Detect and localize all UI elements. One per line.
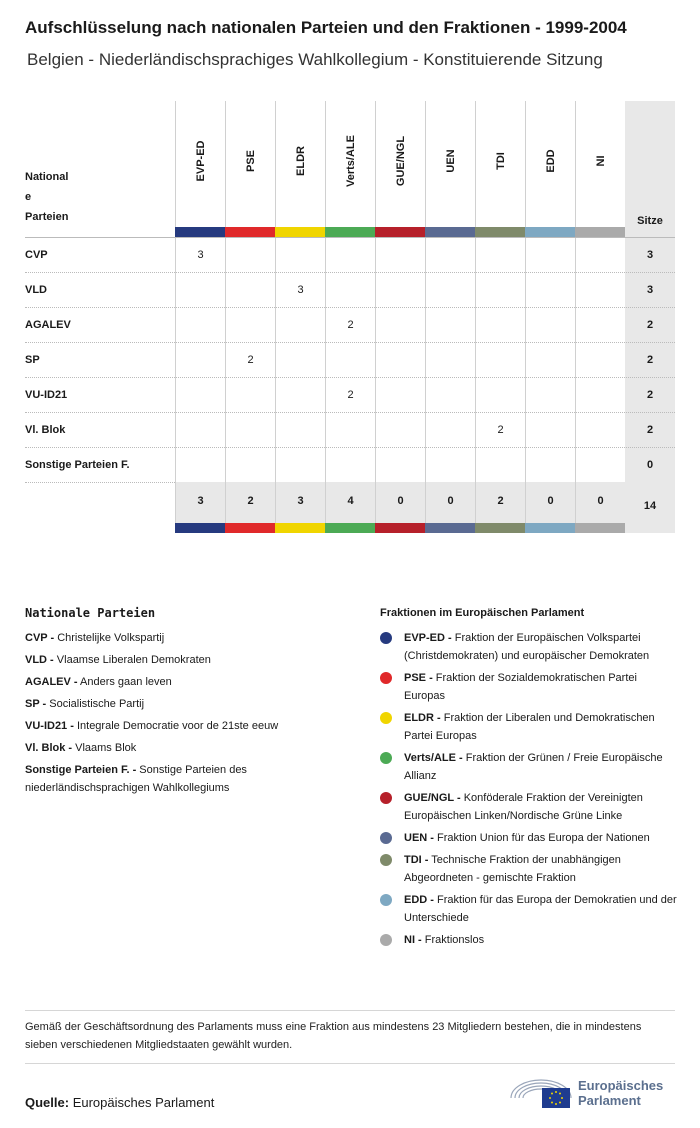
party-name: VLD	[25, 284, 47, 296]
seat-cell	[475, 343, 525, 378]
seat-cell	[575, 343, 625, 378]
row-seat-total: 2	[625, 343, 675, 378]
seat-cell	[425, 308, 475, 343]
group-color-bar	[175, 227, 225, 237]
page-title: Aufschlüsselung nach nationalen Parteien und den Fraktionen - 1999-2004	[25, 18, 627, 37]
source-label: Quelle:	[25, 1095, 70, 1110]
seat-cell	[175, 448, 225, 483]
seat-cell	[325, 343, 375, 378]
group-label: Verts/ALE	[344, 135, 357, 187]
legend-abbr: VU-ID21 -	[25, 720, 74, 732]
group-label: GUE/NGL	[394, 135, 407, 187]
group-total: 2	[475, 482, 525, 523]
legend-abbr: Sonstige Parteien F. -	[25, 764, 137, 776]
legend-abbr: AGALEV -	[25, 676, 78, 688]
seat-cell	[325, 238, 375, 273]
legend-text: Fraktion der Europäischen Volkspartei (Christdemokraten) und europäischer Demokraten	[404, 632, 650, 662]
row-header-line: Parteien	[25, 211, 69, 223]
divider	[25, 482, 175, 483]
seat-cell: 3	[275, 273, 325, 308]
color-dot-icon	[380, 934, 392, 946]
seat-cell	[225, 273, 275, 308]
seat-cell	[425, 448, 475, 483]
seat-cell	[375, 448, 425, 483]
group-color-bar	[275, 227, 325, 237]
row-seat-total: 2	[625, 413, 675, 448]
source-value: Europäisches Parlament	[69, 1095, 215, 1110]
seat-cell	[225, 308, 275, 343]
seat-cell	[525, 448, 575, 483]
seat-cell	[275, 238, 325, 273]
group-total: 0	[525, 482, 575, 523]
group-legend-item	[380, 891, 680, 927]
seat-cell	[525, 308, 575, 343]
table-row	[25, 307, 675, 342]
row-seat-total: 0	[625, 448, 675, 483]
logo-text	[578, 1078, 663, 1108]
group-column-header	[175, 101, 225, 227]
seat-cell	[275, 378, 325, 413]
color-dot-icon	[380, 632, 392, 644]
seat-cell	[325, 413, 375, 448]
footnote: Gemäß der Geschäftsordnung des Parlaments muss eine Fraktion aus mindestens 23 Mitgliedern bestehen, die in mindestens sieben verschiedenen Mitgliedstaaten gewählt wurden.	[25, 1021, 642, 1051]
group-color-bar	[375, 523, 425, 533]
party-name: SP	[25, 354, 40, 366]
national-legend-item	[25, 717, 345, 735]
national-legend-item	[25, 673, 345, 691]
group-column-header	[325, 101, 375, 227]
group-color-bar	[275, 523, 325, 533]
color-dot-icon	[380, 672, 392, 684]
seat-cell	[175, 308, 225, 343]
row-header-line: e	[25, 191, 32, 203]
groups-legend-heading: Fraktionen im Europäischen Parlament	[380, 607, 585, 619]
group-column-header	[575, 101, 625, 227]
seat-cell	[425, 413, 475, 448]
seat-cell	[575, 413, 625, 448]
group-label: TDI	[494, 152, 507, 170]
group-total: 2	[225, 482, 275, 523]
group-color-bar	[425, 523, 475, 533]
seat-cell	[275, 448, 325, 483]
legend-text: Konföderale Fraktion der Vereinigten Europäischen Linken/Nordische Grüne Linke	[404, 792, 643, 822]
group-color-bar	[325, 227, 375, 237]
group-color-bar	[525, 523, 575, 533]
group-label: EVP-ED	[194, 140, 207, 182]
legend-abbr: TDI -	[404, 854, 429, 866]
national-legend-item	[25, 739, 345, 757]
seat-cell	[275, 308, 325, 343]
group-column-header	[225, 101, 275, 227]
seat-cell	[425, 238, 475, 273]
legend-text: Fraktion Union für das Europa der Nationen	[433, 832, 650, 844]
seat-cell	[525, 378, 575, 413]
legend-text: Anders gaan leven	[77, 676, 172, 688]
legend-text: Integrale Democratie voor de 21ste eeuw	[73, 720, 279, 732]
table-row	[25, 377, 675, 412]
seat-cell: 2	[225, 343, 275, 378]
seat-cell: 2	[325, 378, 375, 413]
seat-cell	[225, 448, 275, 483]
group-total: 0	[575, 482, 625, 523]
group-total: 4	[325, 482, 375, 523]
legend-text: Fraktion der Sozialdemokratischen Partei Europas	[404, 672, 637, 702]
group-color-bar	[225, 227, 275, 237]
seat-cell	[375, 378, 425, 413]
national-legend-heading: Nationale Parteien	[25, 606, 156, 620]
group-column-header	[475, 101, 525, 227]
group-column-header	[425, 101, 475, 227]
group-label: EDD	[544, 149, 557, 173]
row-seat-total: 3	[625, 238, 675, 273]
table-row	[25, 342, 675, 377]
legend-abbr: GUE/NGL -	[404, 792, 461, 804]
seat-cell	[425, 378, 475, 413]
legend-abbr: VLD -	[25, 654, 54, 666]
legend-text: Fraktion für das Europa der Demokratien und der Unterschiede	[404, 894, 677, 924]
seat-cell	[475, 308, 525, 343]
group-color-bar	[425, 227, 475, 237]
seat-cell	[525, 273, 575, 308]
seats-header: Sitze	[625, 101, 675, 237]
group-label: NI	[594, 155, 607, 167]
seat-cell	[175, 343, 225, 378]
legend-abbr: Vl. Blok -	[25, 742, 73, 754]
group-legend-item	[380, 669, 680, 705]
group-color-bar	[525, 227, 575, 237]
national-legend-item	[25, 761, 345, 797]
parliament-logo	[508, 1072, 678, 1112]
legend-text: Fraktionslos	[421, 934, 485, 946]
seat-cell: 3	[175, 238, 225, 273]
seat-cell	[425, 343, 475, 378]
totals-row	[175, 482, 675, 533]
color-dot-icon	[380, 752, 392, 764]
seat-cell	[525, 343, 575, 378]
group-label: ELDR	[294, 146, 307, 176]
group-color-bar	[225, 523, 275, 533]
seat-cell	[475, 273, 525, 308]
group-total: 3	[275, 482, 325, 523]
group-label: PSE	[244, 149, 257, 173]
group-label: UEN	[444, 149, 457, 173]
national-legend-item	[25, 651, 345, 669]
row-header-line: National	[25, 171, 69, 183]
party-name: Vl. Blok	[25, 424, 66, 436]
seat-cell	[175, 378, 225, 413]
legend-abbr: ELDR -	[404, 712, 441, 724]
table-row	[25, 447, 675, 482]
seat-cell	[225, 378, 275, 413]
group-total: 3	[175, 482, 225, 523]
seat-cell	[575, 308, 625, 343]
color-dot-icon	[380, 792, 392, 804]
seat-cell	[475, 238, 525, 273]
seat-cell	[475, 378, 525, 413]
group-legend-item	[380, 629, 680, 665]
seat-cell	[575, 448, 625, 483]
national-legend-item	[25, 695, 345, 713]
seat-cell	[325, 448, 375, 483]
seat-cell	[375, 343, 425, 378]
seat-cell	[525, 238, 575, 273]
seat-cell	[375, 238, 425, 273]
divider	[25, 1010, 675, 1011]
legend-text: Technische Fraktion der unabhängigen Abgeordneten - gemischte Fraktion	[404, 854, 621, 884]
group-total: 0	[425, 482, 475, 523]
seat-cell	[525, 413, 575, 448]
group-legend-item	[380, 709, 680, 745]
legend-text: Vlaams Blok	[72, 742, 137, 754]
party-name: AGALEV	[25, 319, 71, 331]
group-column-header	[525, 101, 575, 227]
legend-abbr: EDD -	[404, 894, 434, 906]
row-seat-total: 2	[625, 378, 675, 413]
seat-cell	[225, 413, 275, 448]
legend-abbr: NI -	[404, 934, 422, 946]
legend-abbr: UEN -	[404, 832, 434, 844]
group-color-bar	[575, 227, 625, 237]
group-color-bar	[375, 227, 425, 237]
legend-text: Christelijke Volkspartij	[54, 632, 165, 644]
row-seat-total: 3	[625, 273, 675, 308]
legend-abbr: SP -	[25, 698, 47, 710]
seat-table	[25, 101, 675, 533]
divider	[25, 1063, 675, 1064]
seat-cell: 2	[475, 413, 525, 448]
table-row	[25, 272, 675, 307]
seat-cell	[375, 413, 425, 448]
table-row	[25, 412, 675, 447]
logo-line: Europäisches	[578, 1078, 664, 1093]
party-name: Sonstige Parteien F.	[25, 459, 130, 471]
group-legend-item	[380, 851, 680, 887]
group-column-header	[275, 101, 325, 227]
legend-text: Fraktion der Liberalen und Demokratischen Partei Europas	[404, 712, 655, 742]
color-dot-icon	[380, 854, 392, 866]
group-color-bar	[475, 523, 525, 533]
legend-text: Vlaamse Liberalen Demokraten	[53, 654, 211, 666]
party-name: CVP	[25, 249, 48, 261]
seat-cell	[575, 238, 625, 273]
seat-cell	[575, 273, 625, 308]
seat-cell	[375, 273, 425, 308]
seat-cell	[475, 448, 525, 483]
seat-cell	[425, 273, 475, 308]
hemicycle-icon	[508, 1072, 574, 1112]
color-dot-icon	[380, 712, 392, 724]
national-legend-item	[25, 629, 345, 647]
seat-cell	[575, 378, 625, 413]
seat-cell	[325, 273, 375, 308]
group-legend-item	[380, 789, 680, 825]
color-dot-icon	[380, 894, 392, 906]
legend-text: Sonstige Parteien des niederländischsprachigen Wahlkollegiums	[25, 764, 247, 794]
color-dot-icon	[380, 832, 392, 844]
seat-cell	[175, 273, 225, 308]
legend-abbr: PSE -	[404, 672, 433, 684]
national-parties-legend	[25, 606, 345, 801]
seat-cell: 2	[325, 308, 375, 343]
group-color-bar	[575, 523, 625, 533]
seat-cell	[375, 308, 425, 343]
row-header	[25, 167, 85, 227]
group-color-bar	[325, 523, 375, 533]
group-color-bar	[475, 227, 525, 237]
group-legend-item	[380, 829, 680, 847]
groups-legend	[380, 607, 680, 953]
group-column-header	[375, 101, 425, 227]
group-legend-item	[380, 749, 680, 785]
party-name: VU-ID21	[25, 389, 68, 401]
seat-cell	[275, 343, 325, 378]
row-seat-total: 2	[625, 308, 675, 343]
group-legend-item	[380, 931, 680, 949]
seat-cell	[175, 413, 225, 448]
legend-text: Socialistische Partij	[46, 698, 145, 710]
logo-line: Parlament	[578, 1093, 641, 1108]
group-total: 0	[375, 482, 425, 523]
group-color-bar	[175, 523, 225, 533]
source-line	[25, 1095, 214, 1110]
legend-abbr: EVP-ED -	[404, 632, 452, 644]
seat-cell	[225, 238, 275, 273]
seat-cell	[275, 413, 325, 448]
table-row	[25, 237, 675, 272]
page-subtitle: Belgien - Niederländischsprachiges Wahlkollegium - Konstituierende Sitzung	[27, 50, 603, 69]
legend-abbr: Verts/ALE -	[404, 752, 463, 764]
grand-total: 14	[625, 482, 675, 533]
legend-abbr: CVP -	[25, 632, 55, 644]
legend-text: Fraktion der Grünen / Freie Europäische Allianz	[404, 752, 663, 782]
